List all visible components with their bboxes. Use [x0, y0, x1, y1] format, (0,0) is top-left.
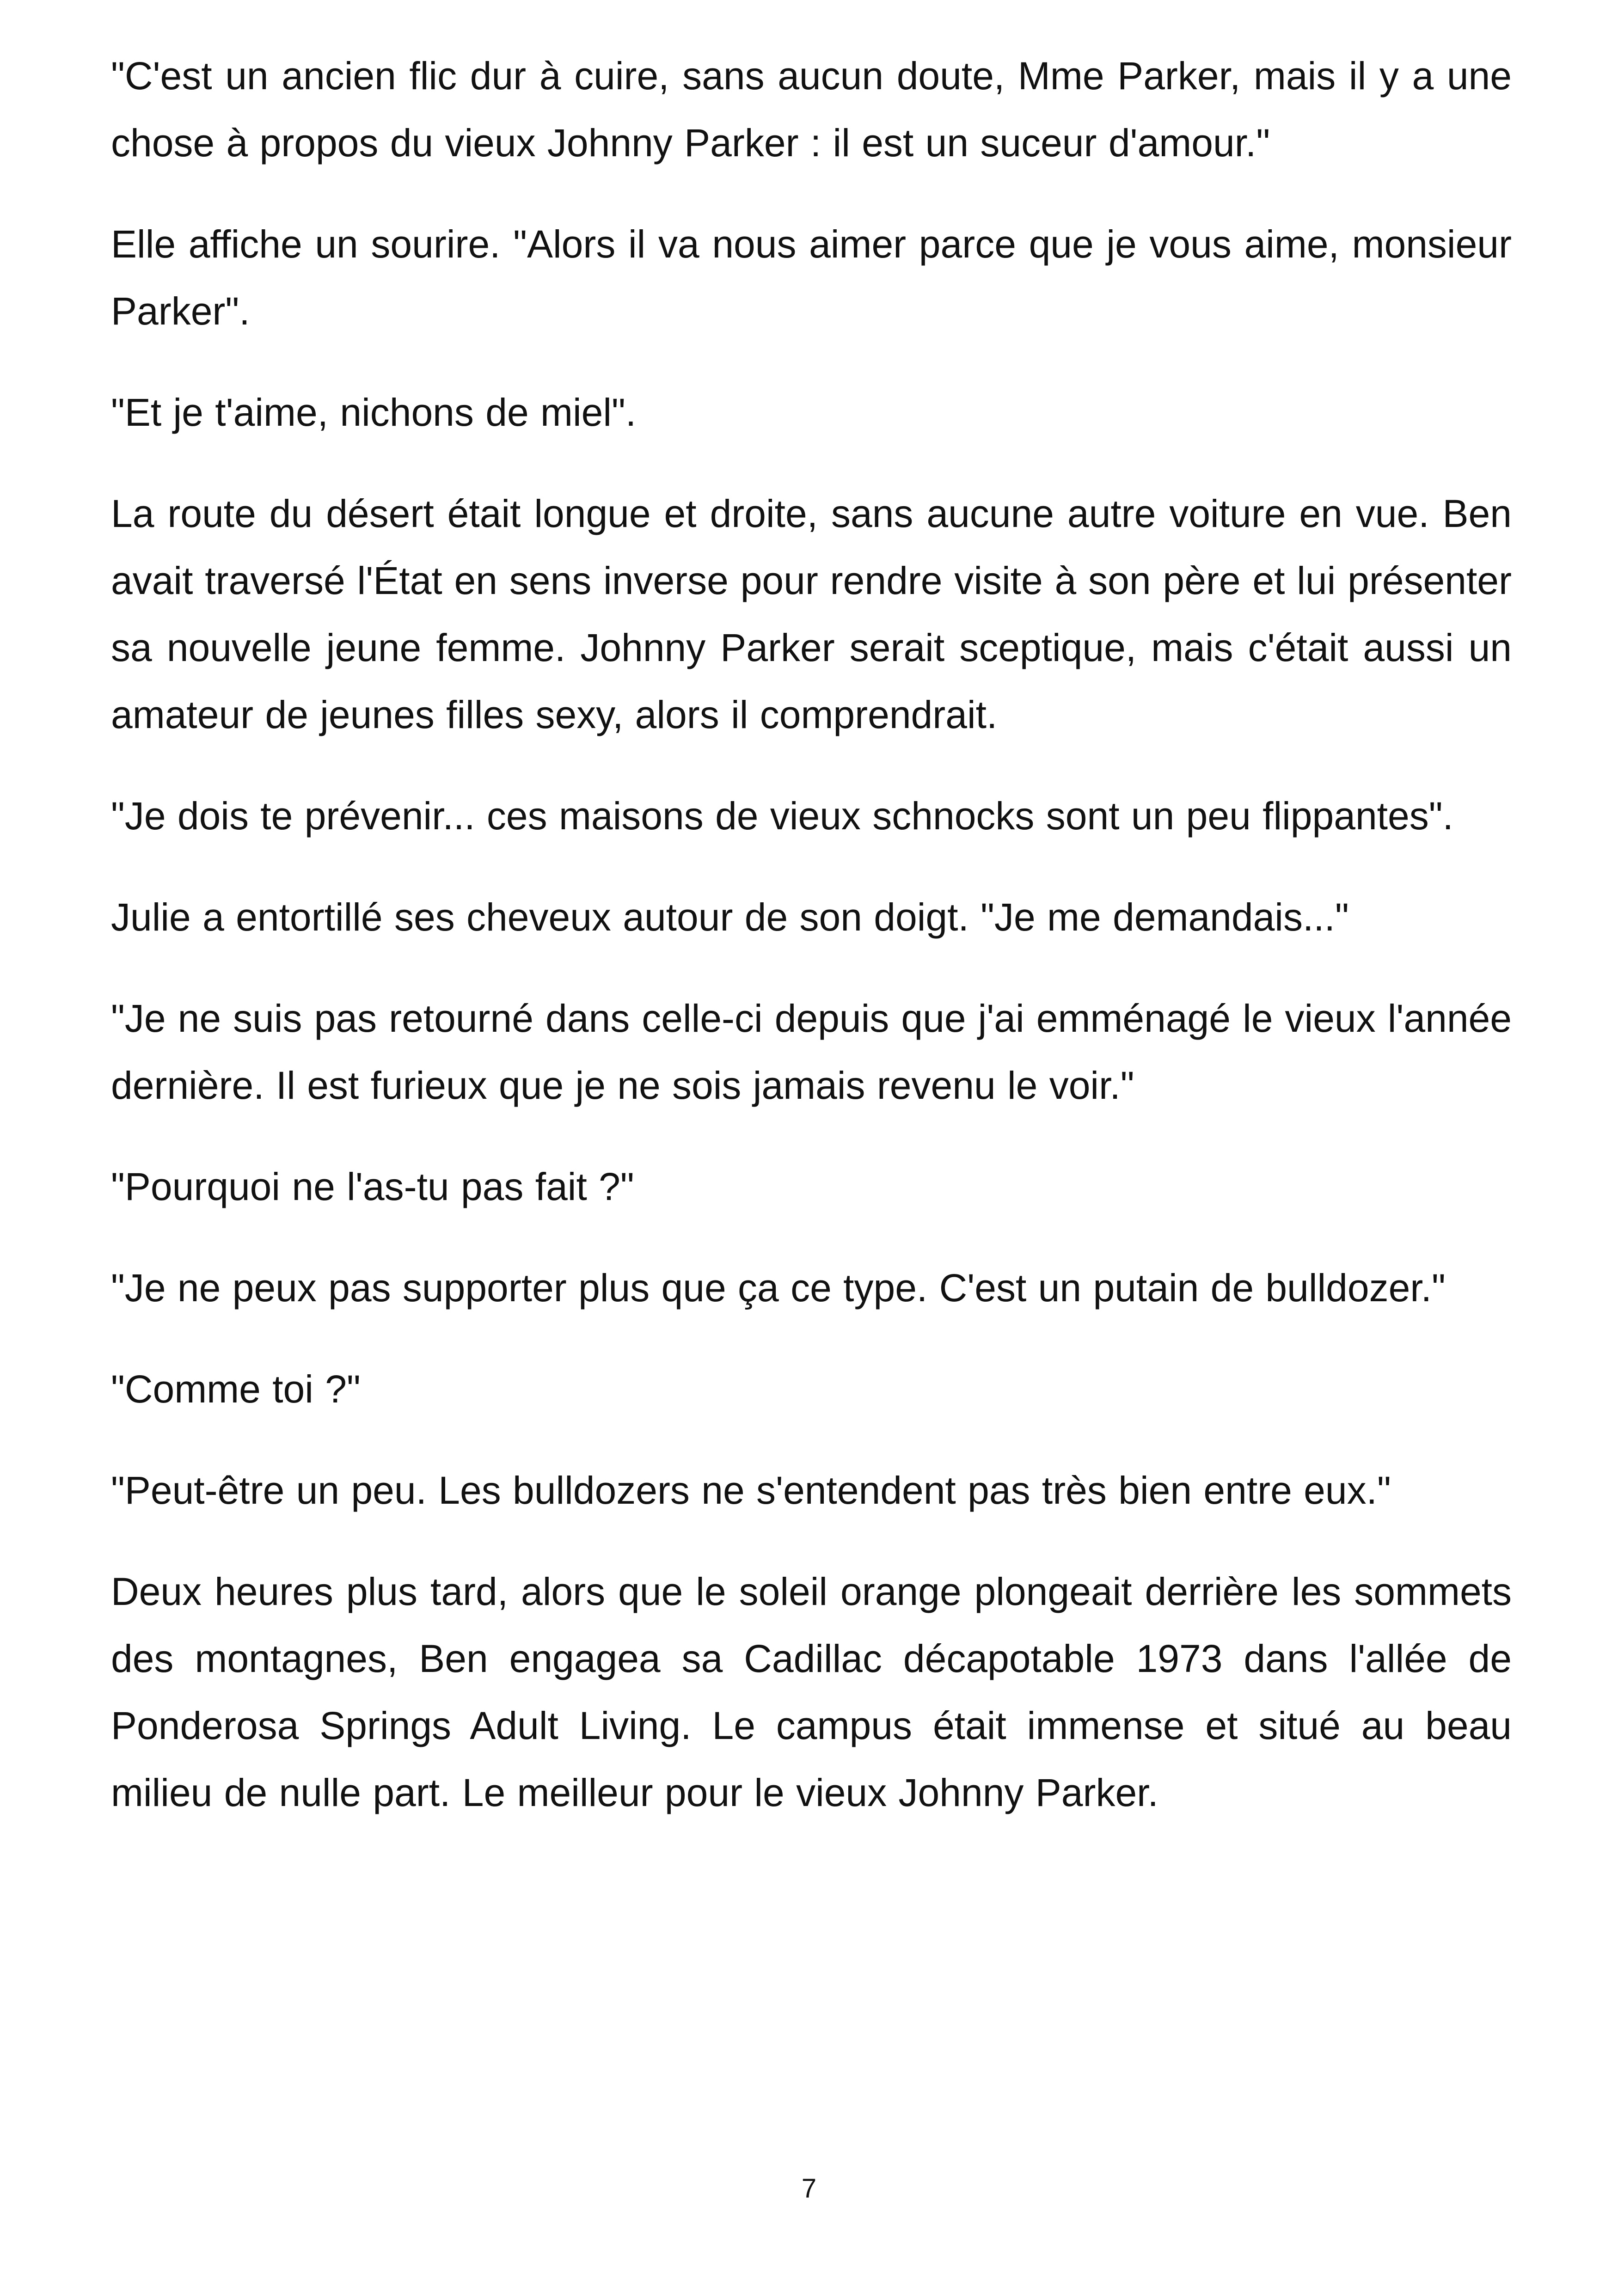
paragraph: "Pourquoi ne l'as-tu pas fait ?"	[111, 1165, 634, 1208]
paragraph: Julie a entortillé ses cheveux autour de son doigt. "Je me demandais..."	[111, 895, 1349, 939]
paragraph: "Peut-être un peu. Les bulldozers ne s'entendent pas très bien entre eux."	[111, 1469, 1391, 1512]
paragraph: "Et je t'aime, nichons de miel".	[111, 391, 637, 434]
paragraph: "Je ne peux pas supporter plus que ça ce type. C'est un putain de bulldozer."	[111, 1266, 1446, 1310]
paragraph: "Je ne suis pas retourné dans celle-ci depuis que j'ai emménagé le vieux l'année dernière. Il est furieux que je ne sois jamais revenu le voir."	[111, 997, 1512, 1107]
paragraph: "C'est un ancien flic dur à cuire, sans aucun doute, Mme Parker, mais il y a une chose à propos du vieux Johnny Parker : il est un suceur d'amour."	[111, 54, 1512, 165]
paragraph: Deux heures plus tard, alors que le soleil orange plongeait derrière les sommets des montagnes, Ben engagea sa Cadillac décapotable 1973 dans l'allée de Ponderosa Springs Adult Living. Le campus était immense et situé au beau milieu de nulle part. Le meilleur pour le vieux Johnny Parker.	[111, 1570, 1512, 1814]
page-number: 7	[801, 2174, 817, 2204]
paragraph: Elle affiche un sourire. "Alors il va nous aimer parce que je vous aime, monsieur Parker".	[111, 222, 1512, 333]
paragraph: "Je dois te prévenir... ces maisons de vieux schnocks sont un peu flippantes".	[111, 794, 1453, 838]
paragraph: "Comme toi ?"	[111, 1367, 361, 1411]
body-text	[111, 43, 1512, 1861]
paragraph: La route du désert était longue et droite, sans aucune autre voiture en vue. Ben avait traversé l'État en sens inverse pour rendre visite à son père et lui présenter sa nouvelle jeune femme. Johnny Parker serait sceptique, mais c'était aussi un amateur de jeunes filles sexy, alors il comprendrait.	[111, 492, 1512, 736]
